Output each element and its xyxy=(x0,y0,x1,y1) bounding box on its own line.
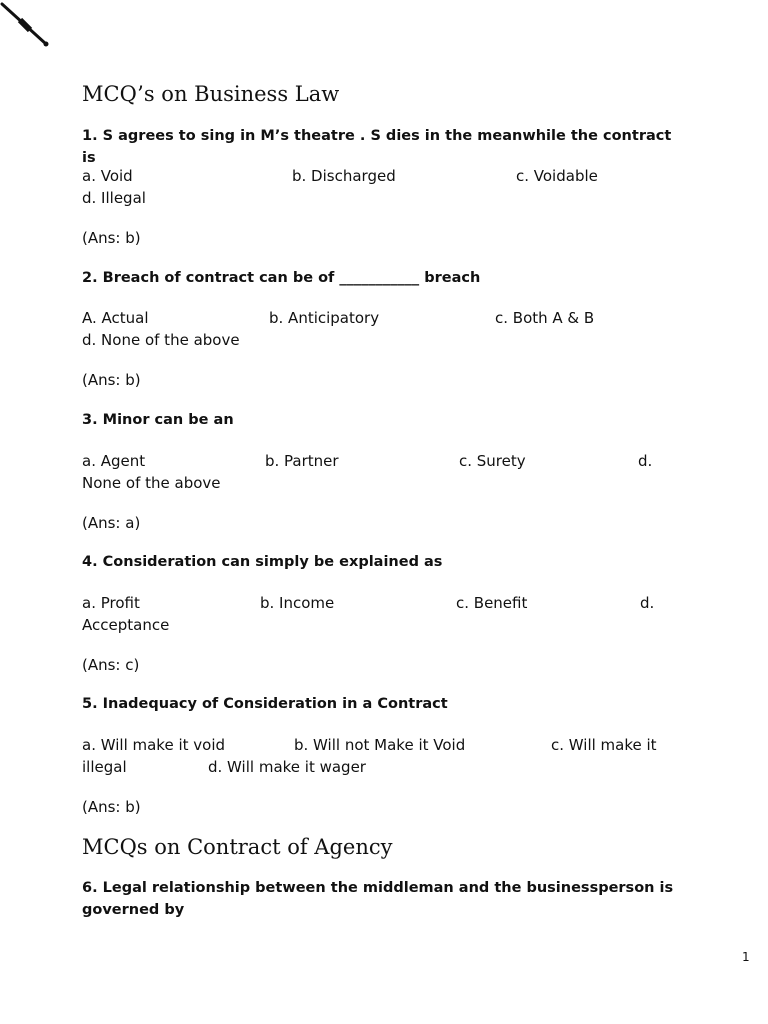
page-number: 1 xyxy=(742,950,750,964)
option: c. Benefit xyxy=(456,594,528,612)
option: d. Will make it wager xyxy=(208,758,366,776)
pen-icon xyxy=(0,0,60,52)
question-text: 5. Inadequacy of Consideration in a Contract xyxy=(82,696,448,712)
question-text: 1. S agrees to sing in M’s theatre . S dies in the meanwhile the contract is xyxy=(82,128,672,166)
option: b. Anticipatory xyxy=(269,309,380,327)
option: b. Will not Make it Void xyxy=(294,736,466,754)
answer-text: (Ans: a) xyxy=(82,514,141,532)
option: a. Agent xyxy=(82,452,146,470)
option: d. Illegal xyxy=(82,189,146,207)
option-row xyxy=(82,756,682,778)
option: c. Voidable xyxy=(516,167,598,185)
question-text: 4. Consideration can simply be explained as xyxy=(82,554,443,570)
answer-text: (Ans: b) xyxy=(82,798,141,816)
option: b. Partner xyxy=(265,452,339,470)
option: b. Discharged xyxy=(292,167,396,185)
option-row xyxy=(82,450,682,472)
question-text: 2. Breach of contract can be of ___________ breach xyxy=(82,270,481,286)
option: c. Both A & B xyxy=(495,309,595,327)
option: d. None of the above xyxy=(82,331,240,349)
answer-text: (Ans: b) xyxy=(82,371,141,389)
option: b. Income xyxy=(260,594,335,612)
option: None of the above xyxy=(82,474,221,492)
option: d. xyxy=(638,452,653,470)
option-row xyxy=(82,307,682,329)
option: c. Surety xyxy=(459,452,526,470)
section-heading: MCQs on Contract of Agency xyxy=(82,835,393,859)
option-row xyxy=(82,165,682,187)
option: d. xyxy=(640,594,655,612)
question-text: 6. Legal relationship between the middleman and the businessperson is governed by xyxy=(82,880,674,918)
option: c. Will make it xyxy=(551,736,657,754)
option: illegal xyxy=(82,758,127,776)
option-row xyxy=(82,592,682,614)
option: a. Void xyxy=(82,167,133,185)
answer-text: (Ans: c) xyxy=(82,656,140,674)
option-row xyxy=(82,734,682,756)
option: A. Actual xyxy=(82,309,149,327)
section-heading: MCQ’s on Business Law xyxy=(82,82,340,106)
option: Acceptance xyxy=(82,616,170,634)
question-text: 3. Minor can be an xyxy=(82,412,234,428)
answer-text: (Ans: b) xyxy=(82,229,141,247)
option: a. Will make it void xyxy=(82,736,226,754)
option: a. Profit xyxy=(82,594,140,612)
